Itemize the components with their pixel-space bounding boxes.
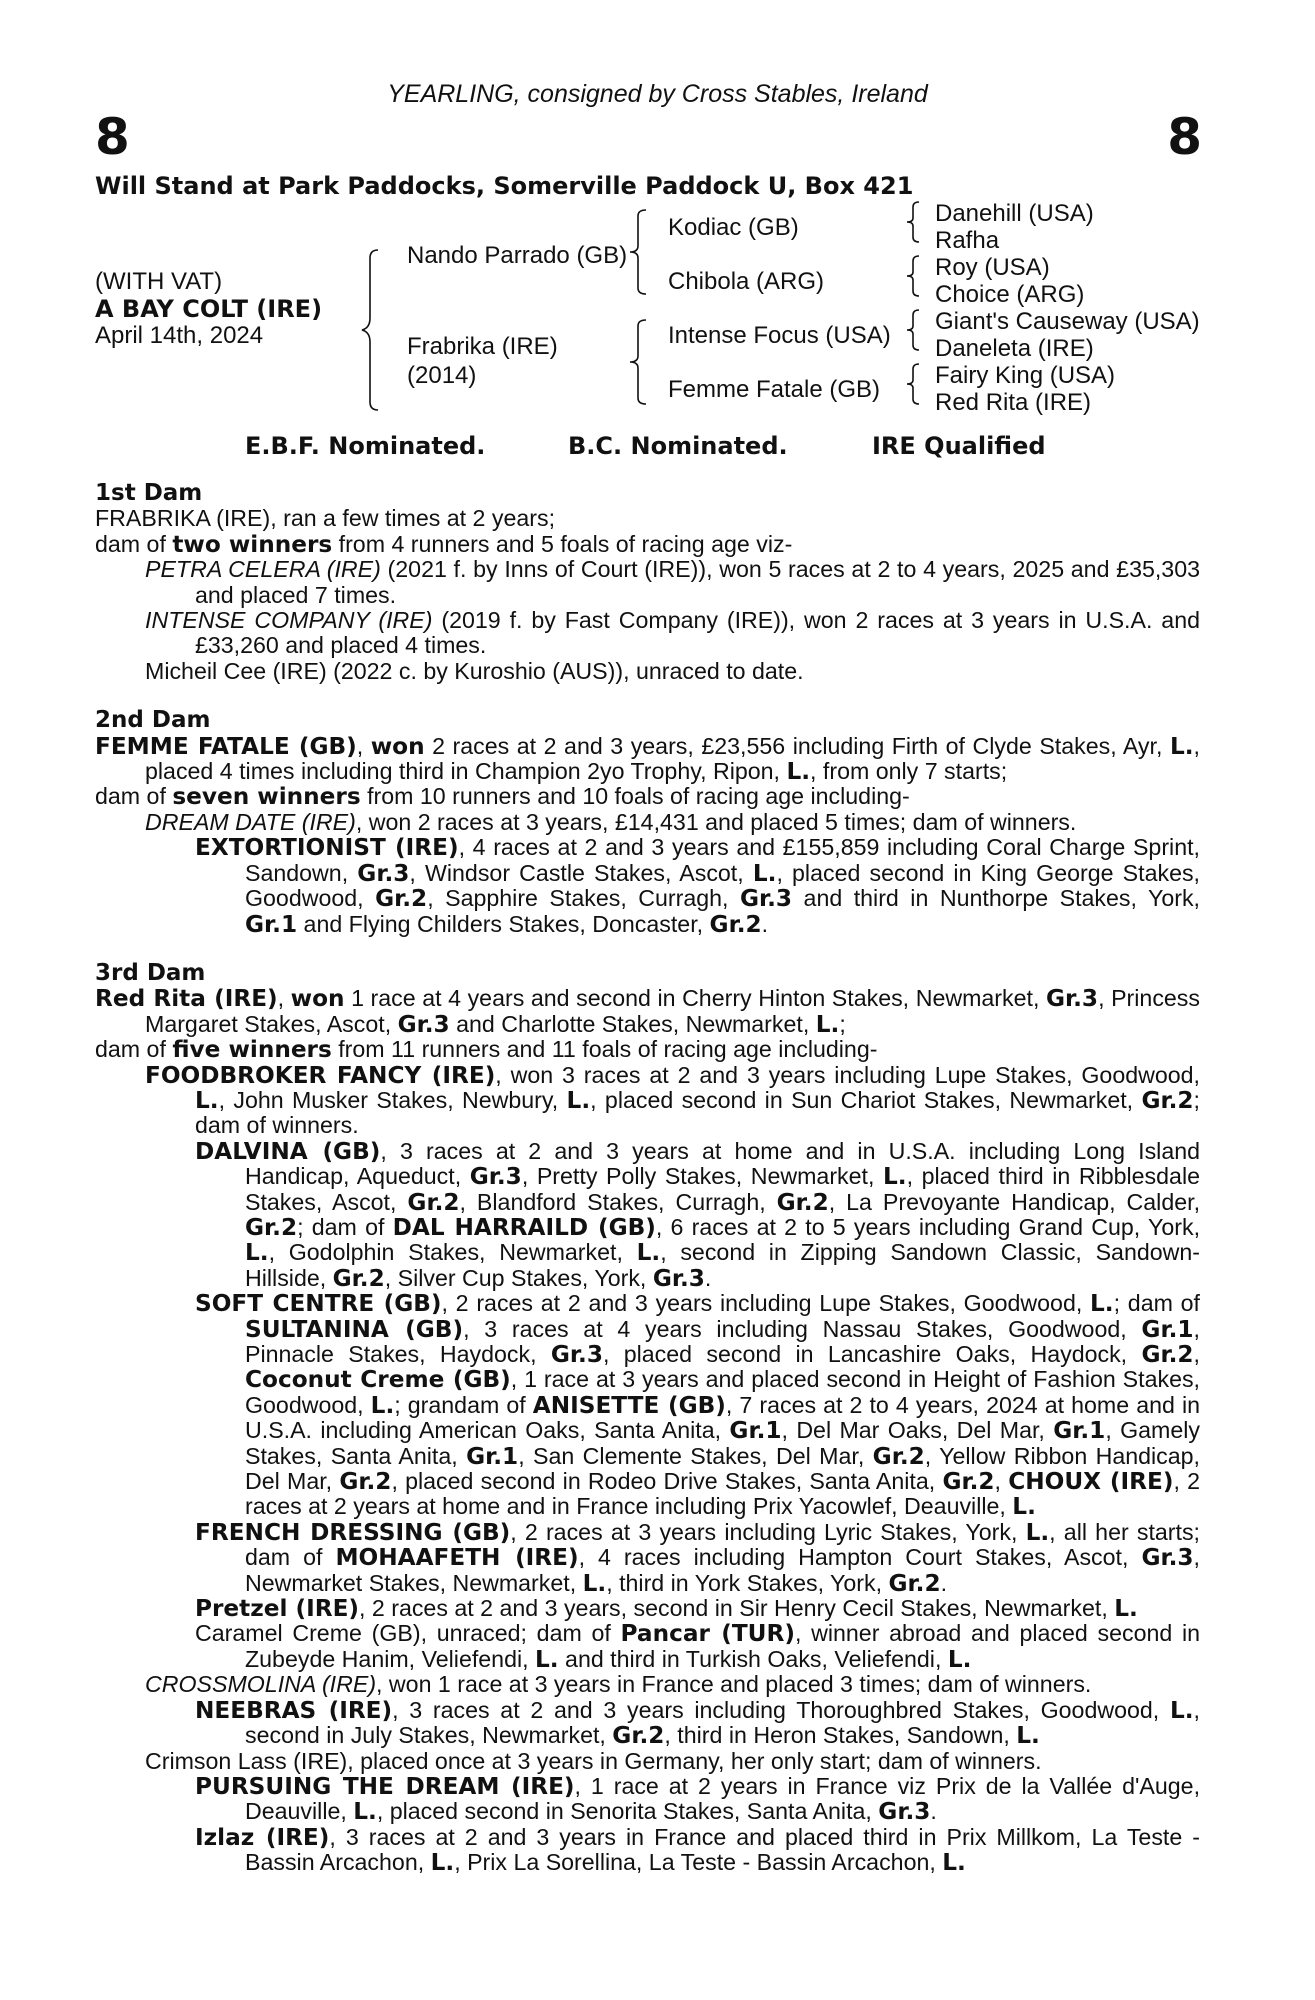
sire-dam: Chibola (ARG) — [668, 268, 825, 295]
second-dam-produce-intro: dam of seven winners from 10 runners and 10 foals of racing age including- — [95, 783, 910, 811]
dam-name: Frabrika (IRE) — [407, 333, 558, 360]
produce-entry: Micheil Cee (IRE) (2022 c. by Kuroshio (AUS)), unraced to date. — [145, 657, 804, 684]
ebf-nomination: E.B.F. Nominated. — [245, 432, 486, 460]
first-dam-heading: 1st Dam — [95, 480, 203, 506]
lot-number-right: 8 — [1167, 108, 1202, 166]
dam-sire: Intense Focus (USA) — [668, 322, 891, 349]
produce-entry: FRENCH DRESSING (GB), 2 races at 3 years including Lyric Stakes, York, L., all her starts; dam of MOHAAFETH (IRE), 4 races including Hampton Court Stakes, Ascot, Gr.3, Newmarket Stakes, Newmarket, L., third in York Stakes, York, Gr.2. — [195, 1518, 1201, 1597]
produce-entry: CROSSMOLINA (IRE), won 1 race at 3 years in France and placed 3 times; dam of winners. — [145, 1671, 1092, 1698]
sire-name: Nando Parrado (GB) — [407, 242, 628, 269]
first-dam-line: FRABRIKA (IRE), ran a few times at 2 years; — [95, 505, 556, 532]
bc-nomination: B.C. Nominated. — [568, 432, 788, 460]
produce-entry: INTENSE COMPANY (IRE) (2019 f. by Fast Company (IRE)), won 2 races at 3 years in U.S.A. and £33,260 and placed 4 times. — [145, 607, 1200, 659]
ggp-6: Daneleta (IRE) — [935, 335, 1094, 362]
lot-number-left: 8 — [95, 108, 130, 166]
produce-entry: Pretzel (IRE), 2 races at 2 and 3 years, second in Sir Henry Cecil Stakes, Newmarket, L. — [195, 1595, 1138, 1623]
second-dam-line: FEMME FATALE (GB), won 2 races at 2 and 3 years, £23,556 including Firth of Clyde Stakes, Ayr, L., placed 4 times including third in Champion 2yo Trophy, Ripon, L., from only 7 starts; — [95, 732, 1200, 786]
ggp-5: Giant's Causeway (USA) — [935, 308, 1200, 335]
intense-focus-bracket — [905, 310, 929, 350]
produce-entry: PURSUING THE DREAM (IRE), 1 race at 2 years in France viz Prix de la Vallée d'Auge, Deauville, L., placed second in Senorita Stakes, Santa Anita, Gr.3. — [195, 1772, 1201, 1826]
third-dam-line: Red Rita (IRE), won 1 race at 4 years and second in Cherry Hinton Stakes, Newmarket, Gr.3, Princess Margaret Stakes, Ascot, Gr.3 and Charlotte Stakes, Newmarket, L.; — [95, 985, 1200, 1038]
dam-bracket — [628, 320, 658, 404]
vat-note: (WITH VAT) — [95, 268, 223, 295]
dam-dam: Femme Fatale (GB) — [668, 376, 881, 403]
produce-entry: EXTORTIONIST (IRE), 4 races at 2 and 3 years and £155,859 including Coral Charge Sprint, Sandown, Gr.3, Windsor Castle Stakes, Ascot, L., placed second in King George Stakes, Goodwood, Gr.2, Sapphire Stakes, Curragh, Gr.3 and third in Nunthorpe Stakes, York, Gr.1 and Flying Childers Stakes, Doncaster, Gr.2. — [195, 834, 1201, 938]
ggp-2: Rafha — [935, 227, 1000, 254]
third-dam-produce-intro: dam of five winners from 11 runners and 11 foals of racing age including- — [95, 1036, 878, 1064]
catalogue-body — [95, 481, 1200, 1876]
ggp-8: Red Rita (IRE) — [935, 389, 1092, 416]
ire-qualified: IRE Qualified — [872, 432, 1046, 460]
foaling-date: April 14th, 2024 — [95, 322, 264, 349]
produce-entry: Caramel Creme (GB), unraced; dam of Pancar (TUR), winner abroad and placed second in Zubeyde Hanim, Veliefendi, L. and third in Turkish Oaks, Veliefendi, L. — [195, 1620, 1201, 1673]
stabling-location: Will Stand at Park Paddocks, Somerville Paddock U, Box 421 — [95, 172, 914, 200]
horse-name: A BAY COLT (IRE) — [95, 295, 323, 323]
chibola-bracket — [905, 256, 929, 296]
produce-entry: FOODBROKER FANCY (IRE), won 3 races at 2 and 3 years including Lupe Stakes, Goodwood, L., John Musker Stakes, Newbury, L., placed second in Sun Chariot Stakes, Newmarket, Gr.2; dam of winners. — [145, 1061, 1200, 1139]
produce-entry: Crimson Lass (IRE), placed once at 3 years in Germany, her only start; dam of winners. — [145, 1747, 1042, 1774]
produce-entry: DREAM DATE (IRE), won 2 races at 3 years, £14,431 and placed 5 times; dam of winners. — [145, 808, 1077, 835]
produce-entry: PETRA CELERA (IRE) (2021 f. by Inns of Court (IRE)), won 5 races at 2 to 4 years, 2025 and £35,303 and placed 7 times. — [145, 556, 1200, 608]
produce-entry: NEEBRAS (IRE), 3 races at 2 and 3 years including Thoroughbred Stakes, Goodwood, L., second in July Stakes, Newmarket, Gr.2, third in Heron Stakes, Sandown, L. — [195, 1696, 1200, 1750]
kodiac-bracket — [905, 202, 929, 242]
sire-sire: Kodiac (GB) — [668, 214, 799, 241]
produce-entry: Izlaz (IRE), 3 races at 2 and 3 years in France and placed third in Prix Millkom, La Teste - Bassin Arcachon, L., Prix La Sorellina, La Teste - Bassin Arcachon, L. — [195, 1823, 1200, 1877]
femme-fatale-bracket — [905, 364, 929, 404]
produce-entry: SOFT CENTRE (GB), 2 races at 2 and 3 years including Lupe Stakes, Goodwood, L.; dam of SULTANINA (GB), 3 races at 4 years including Nassau Stakes, Goodwood, Gr.1, Pinnacle Stakes, Haydock, Gr.3, placed second in Lancashire Oaks, Haydock, Gr.2, Coconut Creme (GB), 1 race at 3 years and placed second in Height of Fashion Stakes, Goodwood, L.; grandam of ANISETTE (GB), 7 races at 2 to 4 years, 2024 at home and in U.S.A. including American Oaks, Santa Anita, Gr.1, Del Mar Oaks, Del Mar, Gr.1, Gamely Stakes, Santa Anita, Gr.1, San Clemente Stakes, Del Mar, Gr.2, Yellow Ribbon Handicap, Del Mar, Gr.2, placed second in Rodeo Drive Stakes, Santa Anita, Gr.2, CHOUX (IRE), 2 races at 2 years at home and in France including Prix Yacowlef, Deauville, L. — [195, 1290, 1201, 1521]
main-bracket — [360, 250, 390, 410]
produce-entry: DALVINA (GB), 3 races at 2 and 3 years at home and in U.S.A. including Long Island Handicap, Aqueduct, Gr.3, Pretty Polly Stakes, Newmarket, L., placed third in Ribblesdale Stakes, Ascot, Gr.2, Blandford Stakes, Curragh, Gr.2, La Prevoyante Handicap, Calder, Gr.2; dam of DAL HARRAILD (GB), 6 races at 2 to 5 years including Grand Cup, York, L., Godolphin Stakes, Newmarket, L., second in Zipping Sandown Classic, Sandown-Hillside, Gr.2, Silver Cup Stakes, York, Gr.3. — [195, 1137, 1201, 1292]
ggp-1: Danehill (USA) — [935, 200, 1094, 227]
first-dam-produce-intro: dam of two winners from 4 runners and 5 foals of racing age viz- — [95, 530, 793, 558]
ggp-4: Choice (ARG) — [935, 281, 1085, 308]
ggp-3: Roy (USA) — [935, 254, 1050, 281]
ggp-7: Fairy King (USA) — [935, 362, 1116, 389]
second-dam-heading: 2nd Dam — [95, 707, 211, 734]
third-dam-heading: 3rd Dam — [95, 959, 206, 986]
sire-bracket — [628, 210, 658, 294]
consignor-line: YEARLING, consigned by Cross Stables, Ireland — [387, 80, 928, 108]
dam-year: (2014) — [407, 362, 477, 389]
